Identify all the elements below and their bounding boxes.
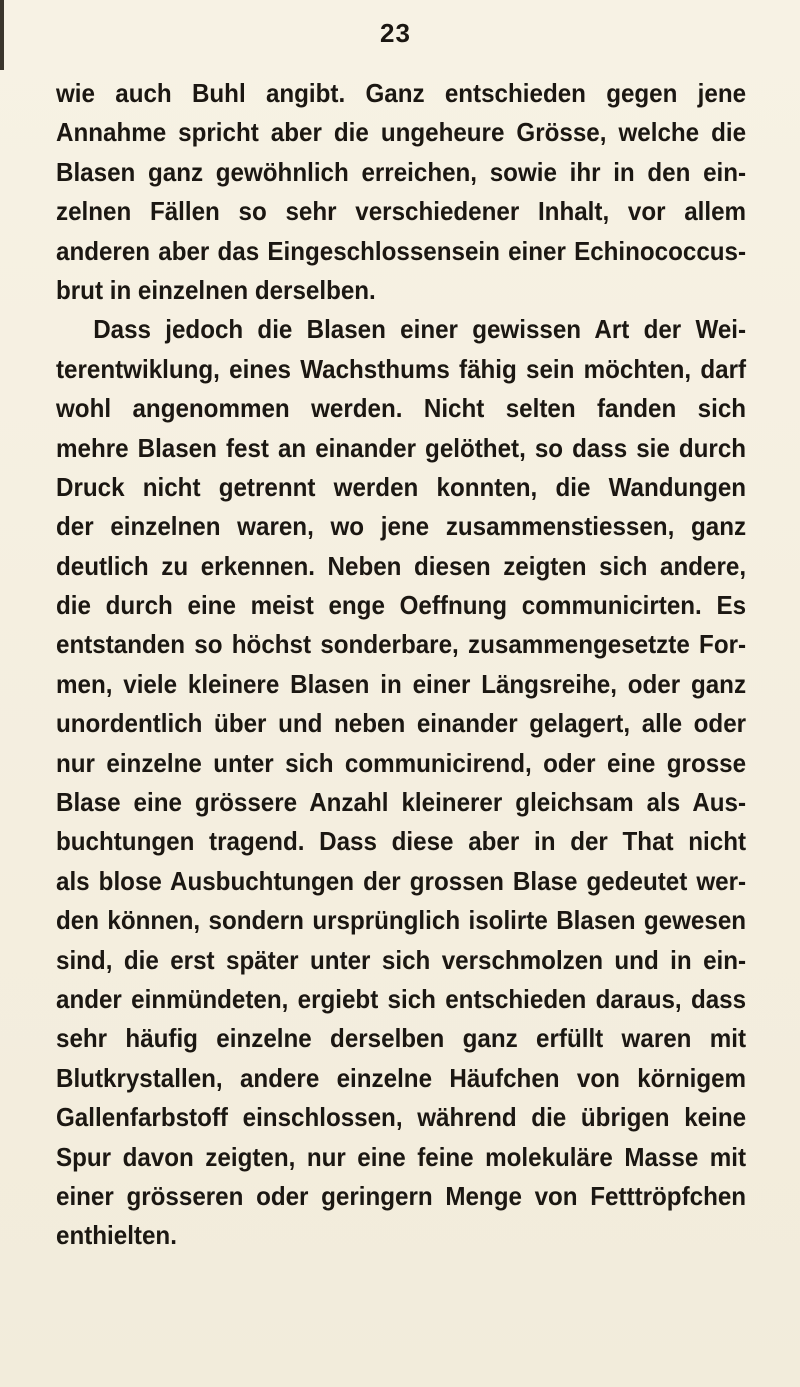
text-line: wie auch Buhl angibt. Ganz entschieden gegen jene [56, 78, 747, 108]
text-line: buchtungen tragend. Dass diese aber in der That nicht [56, 826, 747, 857]
text-line: deutlich zu erkennen. Neben diesen zeigten sich andere, [56, 550, 747, 581]
text-line: nur einzelne unter sich communicirend, oder eine grosse [56, 747, 747, 778]
text-line: der einzelnen waren, wo jene zusammenstiessen, ganz [56, 511, 747, 542]
text-line: Gallenfarbstoff einschlossen, während die übrigen keine [56, 1102, 747, 1133]
page-number: 23 [380, 18, 411, 48]
text-line: den können, sondern ursprünglich isolirte Blasen gewesen [56, 905, 747, 936]
page-edge-shadow [0, 0, 4, 70]
text-line: Spur davon zeigten, nur eine feine molekuläre Masse mit [56, 1141, 747, 1172]
text-line: wohl angenommen werden. Nicht selten fanden sich [56, 393, 747, 424]
text-line: Blase eine grössere Anzahl kleinerer gleichsam als Aus- [56, 787, 747, 818]
text-line: Annahme spricht aber die ungeheure Grösse, welche die [56, 117, 747, 148]
text-line: zelnen Fällen so sehr verschiedener Inhalt, vor allem [56, 196, 747, 227]
text-line: sehr häufig einzelne derselben ganz erfüllt waren mit [56, 1023, 747, 1054]
paragraph-start-line: Dass jedoch die Blasen einer gewissen Art der Wei- [93, 314, 747, 345]
text-line: ander einmündeten, ergiebt sich entschieden daraus, dass [56, 983, 747, 1014]
text-line: die durch eine meist enge Oeffnung communicirten. Es [56, 590, 747, 621]
text-line: Blasen ganz gewöhnlich erreichen, sowie ihr in den ein- [56, 156, 747, 187]
paragraph-end-line: enthielten. [56, 1220, 177, 1251]
text-line: unordentlich über und neben einander gelagert, alle oder [56, 708, 747, 739]
text-line: sind, die erst später unter sich verschmolzen und in ein- [56, 944, 747, 975]
text-line: Blutkrystallen, andere einzelne Häufchen von körnigem [56, 1062, 747, 1093]
text-line: anderen aber das Eingeschlossensein einer Echinococcus- [56, 235, 747, 266]
text-line: mehre Blasen fest an einander gelöthet, so dass sie durch [56, 432, 747, 463]
text-line: einer grösseren oder geringern Menge von Fetttröpfchen [56, 1180, 747, 1211]
text-line: als blose Ausbuchtungen der grossen Blase gedeutet wer- [56, 865, 747, 896]
body-text [56, 74, 746, 1256]
text-line: entstanden so höchst sonderbare, zusammengesetzte For- [56, 629, 747, 660]
text-line: Druck nicht getrennt werden konnten, die Wandungen [56, 471, 747, 502]
text-line: men, viele kleinere Blasen in einer Längsreihe, oder ganz [56, 668, 747, 699]
text-line: terentwiklung, eines Wachsthums fähig sein möchten, darf [56, 353, 747, 384]
paragraph-end-line: brut in einzelnen derselben. [56, 274, 376, 305]
